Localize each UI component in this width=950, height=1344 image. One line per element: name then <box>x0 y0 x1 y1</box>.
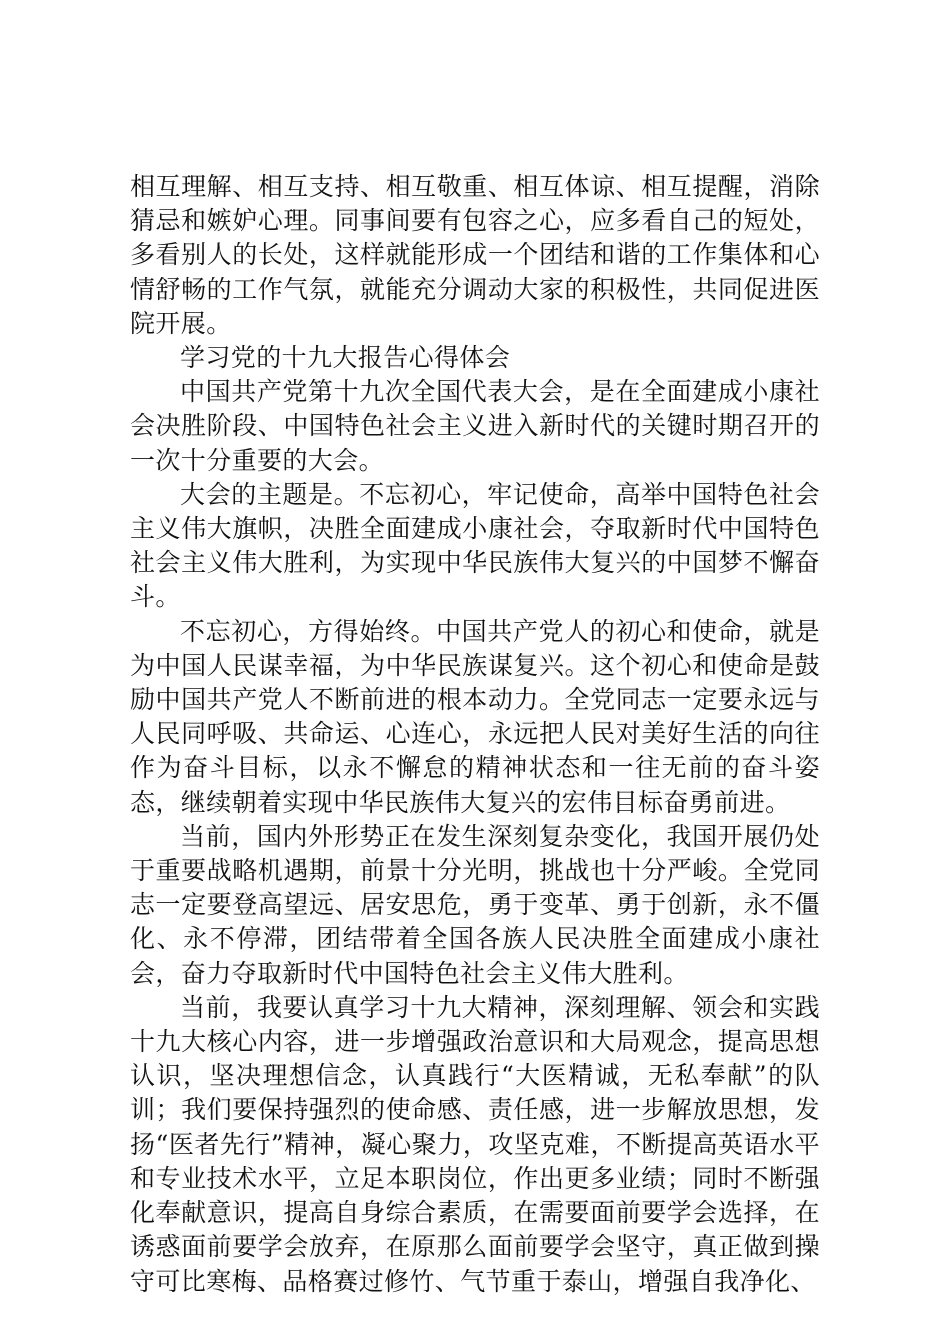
paragraph-current-situation: 当前，国内外形势正在发生深刻复杂变化，我国开展仍处于重要战略机遇期，前景十分光明，挑战也十分严峻。全党同志一定要登高望远、居安思危，勇于变革、勇于创新，永不僵化、永不停滞，团结带着全国各族人民决胜全面建成小康社会，奋力夺取新时代中国特色社会主义伟大胜利。 <box>130 821 820 988</box>
section-title: 学习党的十九大报告心得体会 <box>180 343 511 373</box>
paragraph-personal-commitment: 当前，我要认真学习十九大精神，深刻理解、领会和实践十九大核心内容，进一步增强政治意识和大局观念，提高思想认识，坚决理想信念，认真践行“大医精诚，无私奉献”的队训；我们要保持强烈的使命感、责任感，进一步解放思想，发扬“医者先行”精神，凝心聚力，攻坚克难，不断提高英语水平和专业技术水平，立足本职岗位，作出更多业绩；同时不断强化奉献意识，提高自身综合素质，在需要面前要学会选择，在诱惑面前要学会放弃，在原那么面前要学会坚守，真正做到操守可比寒梅、品格赛过修竹、气节重于泰山，增强自我净化、 <box>130 992 820 1296</box>
paragraph-congress-intro: 中国共产党第十九次全国代表大会，是在全面建成小康社会决胜阶段、中国特色社会主义进入新时代的关键时期召开的一次十分重要的大会。 <box>130 377 820 475</box>
paragraph-continued: 相互理解、相互支持、相互敬重、相互体谅、相互提醒，消除猜忌和嫉妒心理。同事间要有包容之心，应多看自己的短处，多看别人的长处，这样就能形成一个团结和谐的工作集体和心情舒畅的工作气氛，就能充分调动大家的积极性，共同促进医院开展。 <box>130 172 820 338</box>
document-body <box>130 170 820 1299</box>
paragraph-original-aspiration: 不忘初心，方得始终。中国共产党人的初心和使命，就是为中国人民谋幸福，为中华民族谋复兴。这个初心和使命是鼓励中国共产党人不断前进的根本动力。全党同志一定要永远与人民同呼吸、共命运、心连心，永远把人民对美好生活的向往作为奋斗目标，以永不懈怠的精神状态和一往无前的奋斗姿态，继续朝着实现中华民族伟大复兴的宏伟目标奋勇前进。 <box>130 616 820 817</box>
paragraph-congress-theme: 大会的主题是。不忘初心，牢记使命，高举中国特色社会主义伟大旗帜，决胜全面建成小康社会，夺取新时代中国特色社会主义伟大胜利，为实现中华民族伟大复兴的中国梦不懈奋斗。 <box>130 479 820 612</box>
